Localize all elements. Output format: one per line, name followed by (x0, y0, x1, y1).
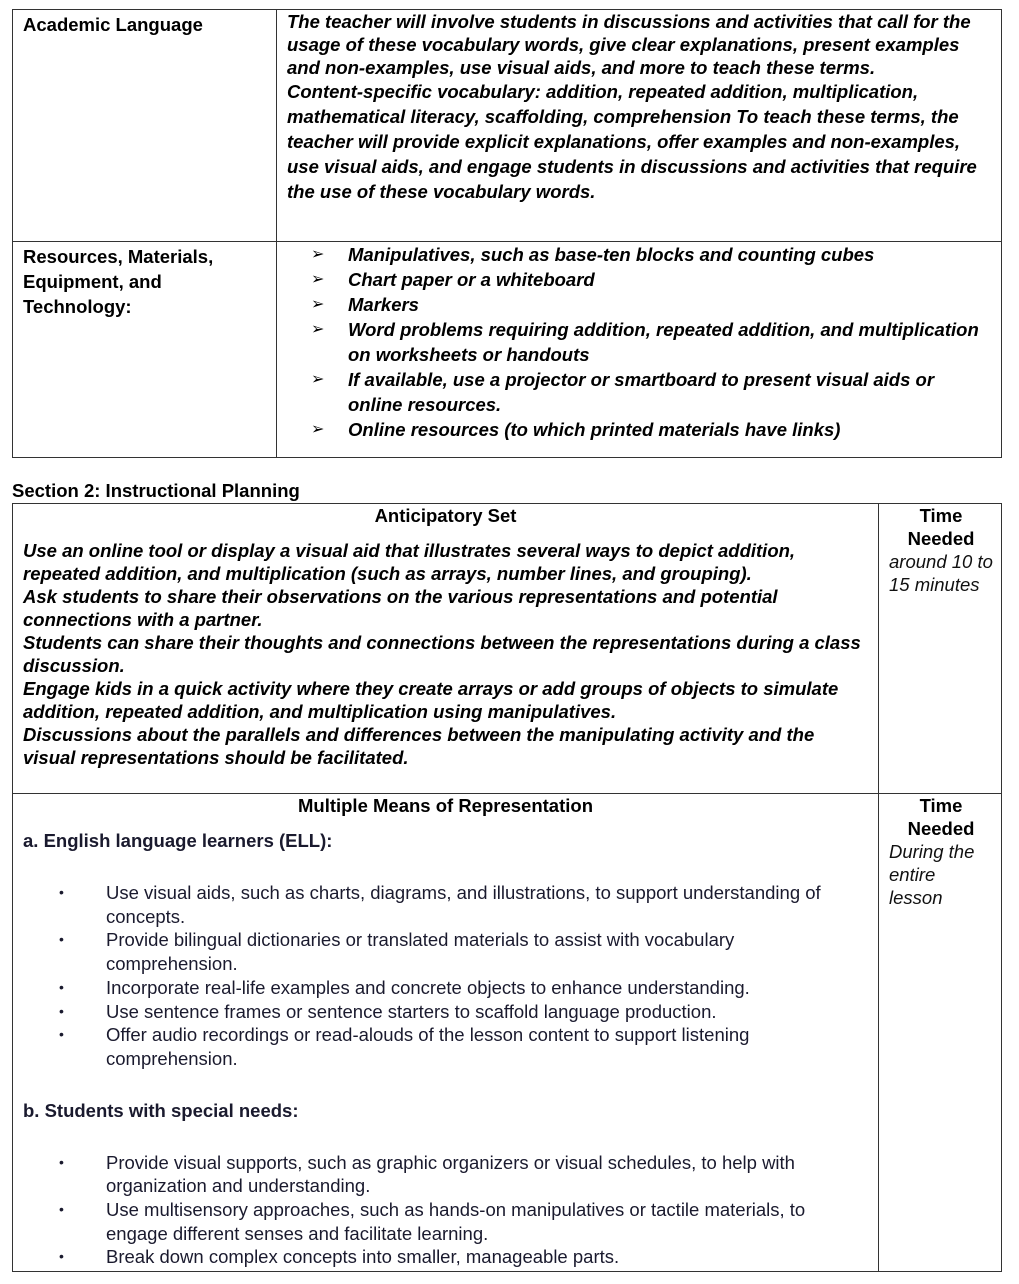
anticipatory-paragraph: Discussions about the parallels and differences between the manipulating activity and the visual representations should be facilitated. (23, 724, 815, 768)
bullet-icon: • (59, 1248, 64, 1265)
ell-item-text: Use sentence frames or sentence starters to scaffold language production. (106, 1000, 717, 1022)
special-needs-item-text: Break down complex concepts into smaller, manageable parts. (106, 1246, 620, 1268)
ell-list (23, 881, 868, 1071)
anticipatory-paragraph: Use an online tool or display a visual aid that illustrates several ways to depict addition, repeated addition, and multiplication (such as arrays, number lines, and grouping). (23, 540, 796, 584)
ell-item-text: Incorporate real-life examples and concrete objects to enhance understanding. (106, 976, 750, 998)
list-item (311, 267, 991, 292)
resource-text: Chart paper or a whiteboard (348, 269, 595, 290)
list-item (59, 881, 868, 928)
list-item (59, 1023, 868, 1070)
anticipatory-paragraph: Ask students to share their observations on the various representations and potential connections with a partner. (23, 586, 778, 630)
bullet-icon: • (59, 1026, 64, 1043)
academic-language-paragraph-2: Content-specific vocabulary: addition, repeated addition, multiplication, mathematical literacy, scaffolding, comprehension To teach these terms, the teacher will provide explicit explanations, offer examples and non-examples, use visual aids, and engage students in discussions and activities that require the use of these vocabulary words. (287, 81, 977, 202)
arrow-bullet-icon: ➢ (311, 246, 325, 263)
list-item (59, 1151, 868, 1198)
ell-heading: a. English language learners (ELL): (23, 830, 333, 851)
bullet-icon: • (59, 1153, 64, 1170)
anticipatory-set-body (23, 527, 868, 769)
resource-text: Word problems requiring addition, repeated addition, and multiplication on worksheets or handouts (348, 319, 979, 365)
section-title: Section 2: Instructional Planning (12, 480, 300, 501)
time-needed-value: around 10 to 15 minutes (889, 551, 993, 595)
academic-language-label: Academic Language (13, 10, 277, 242)
resources-row (13, 242, 1002, 458)
bullet-icon: • (59, 1201, 64, 1218)
list-item (311, 317, 991, 367)
special-needs-item-text: Use multisensory approaches, such as hands-on manipulatives or tactile materials, to engage different senses and facilitate learning. (106, 1199, 806, 1244)
resources-label: Resources, Materials, Equipment, and Technology: (13, 242, 277, 458)
special-needs-list (23, 1151, 868, 1270)
arrow-bullet-icon: ➢ (311, 321, 325, 338)
anticipatory-set-heading: Anticipatory Set (374, 505, 517, 526)
anticipatory-paragraph: Engage kids in a quick activity where they create arrays or add groups of objects to simulate addition, repeated addition, and multiplication using manipulatives. (23, 678, 839, 722)
multiple-means-row (13, 794, 1002, 1272)
multiple-means-heading: Multiple Means of Representation (297, 795, 593, 816)
list-item (59, 1245, 868, 1269)
ell-item-text: Provide bilingual dictionaries or translated materials to assist with vocabulary comprehension. (106, 929, 735, 975)
academic-language-row (13, 10, 1002, 242)
time-needed-heading: Time Needed (907, 505, 975, 549)
ell-item-text: Use visual aids, such as charts, diagrams, and illustrations, to support understanding of concepts. (106, 882, 821, 927)
special-needs-item-text: Provide visual supports, such as graphic organizers or visual schedules, to help with organization and understanding. (106, 1151, 795, 1197)
anticipatory-time-cell (879, 504, 1002, 794)
bullet-icon: • (59, 931, 64, 948)
arrow-bullet-icon: ➢ (311, 296, 325, 313)
bullet-icon: • (59, 884, 64, 900)
anticipatory-paragraph: Students can share their thoughts and connections between the representations during a class discussion. (23, 632, 861, 676)
multiple-means-cell (13, 794, 879, 1272)
academic-language-content (277, 10, 1002, 242)
list-item (59, 928, 868, 975)
list-item (311, 242, 991, 267)
resources-content (277, 242, 1002, 458)
bullet-icon: • (59, 1002, 64, 1019)
resource-text: Markers (348, 294, 419, 315)
ell-item-text: Offer audio recordings or read-alouds of the lesson content to support listening comprehension. (106, 1024, 750, 1069)
list-item (311, 417, 991, 442)
resource-text: Online resources (to which printed materials have links) (348, 419, 841, 440)
time-needed-heading: Time Needed (907, 795, 975, 839)
list-item (311, 292, 991, 317)
resource-text: Manipulatives, such as base-ten blocks and counting cubes (348, 244, 875, 265)
arrow-bullet-icon: ➢ (311, 371, 325, 388)
section2-table (12, 503, 1002, 1272)
arrow-bullet-icon: ➢ (311, 271, 325, 288)
arrow-bullet-icon: ➢ (311, 421, 325, 438)
time-needed-value: During the entire lesson (889, 841, 975, 908)
bullet-icon: • (59, 978, 64, 995)
anticipatory-set-cell (13, 504, 879, 794)
multiple-means-time-cell (879, 794, 1002, 1272)
anticipatory-set-row (13, 504, 1002, 794)
resources-list (277, 242, 991, 442)
list-item (59, 1198, 868, 1245)
academic-language-paragraph-1: The teacher will involve students in discussions and activities that call for the usage of these vocabulary words, give clear explanations, present examples and non-examples, use visual aids, and more to teach these terms. (287, 11, 971, 78)
resource-text: If available, use a projector or smartboard to present visual aids or online resources. (348, 369, 935, 415)
list-item (311, 367, 991, 417)
section1-table (12, 9, 1002, 458)
list-item (59, 1000, 868, 1024)
list-item (59, 976, 868, 1000)
special-needs-heading: b. Students with special needs: (23, 1099, 299, 1121)
